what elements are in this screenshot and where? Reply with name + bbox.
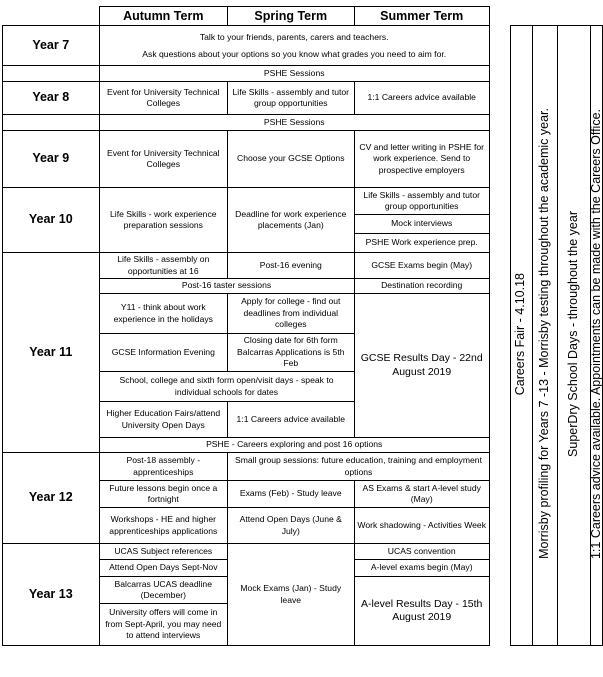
year-9-autumn: Event for University Technical Colleges (99, 131, 228, 188)
sidebar-spacer (489, 26, 510, 646)
year-11-pshe: PSHE - Careers exploring and post 16 options (99, 438, 489, 453)
year-8-label: Year 8 (3, 82, 100, 115)
superdry-text: SuperDry School Days - throughout the year (565, 210, 580, 457)
year-9-summer: CV and letter writing in PSHE for work experience. Send to prospective employers (354, 131, 489, 188)
year-12-label: Year 12 (3, 453, 100, 544)
year-13-r4-autumn: University offers will come in from Sept-April, you may need to attend interviews (99, 604, 228, 646)
year-10-summer-1: Life Skills - assembly and tutor group opportunities (354, 188, 489, 215)
corner-blank (3, 7, 100, 26)
year-13-label: Year 13 (3, 544, 100, 646)
year-7-advice (99, 26, 489, 66)
year-13-r3-autumn: Balcarras UCAS deadline (December) (99, 577, 228, 604)
year-12-r3-spring: Attend Open Days (June & July) (228, 508, 354, 544)
year-8-spring: Life Skills - assembly and tutor group opportunities (228, 82, 354, 115)
year-10-spring: Deadline for work experience placements (Jan) (228, 188, 354, 253)
year-9-spring: Choose your GCSE Options (228, 131, 354, 188)
year-12-r1-autumn: Post-18 assembly - apprenticeships (99, 453, 228, 481)
careers-fair-text: Careers Fair - 4.10.18 (513, 272, 528, 395)
year-12-r2-autumn: Future lessons begin once a fortnight (99, 481, 228, 508)
year-11-r2-summer: Destination recording (354, 279, 489, 294)
year-11-r4-autumn: GCSE Information Evening (99, 334, 228, 372)
year-10-summer-2: Mock interviews (354, 215, 489, 234)
sidebar-morrisby (532, 26, 557, 646)
sidebar-superdry (557, 26, 590, 646)
year-8-pshe: PSHE Sessions (99, 115, 489, 131)
year-13-r2-summer: A-level exams begin (May) (354, 560, 489, 577)
header-autumn: Autumn Term (99, 7, 228, 26)
year-11-r4-spring: Closing date for 6th form Balcarras Applications is 5th Feb (228, 334, 354, 372)
year-11-r5-autumn-spring: School, college and sixth form open/visit days - speak to individual schools for dates (99, 372, 354, 402)
year-8-autumn: Event for University Technical Colleges (99, 82, 228, 115)
year-10-autumn: Life Skills - work experience preparation sessions (99, 188, 228, 253)
year-7-advice-line-2: Ask questions about your options so you know what grades you need to aim for. (142, 48, 447, 59)
year-11-r6-spring: 1:1 Careers advice available (228, 402, 354, 438)
year-12-r1-spring-summer: Small group sessions: future education, training and employment options (228, 453, 490, 481)
year-7-pshe: PSHE Sessions (99, 66, 489, 82)
morrisby-text: Morrisby profiling for Years 7 -13 - Morrisby testing throughout the academic year. (536, 108, 551, 560)
year-11-r2-autumn-spring: Post-16 taster sessions (99, 279, 354, 294)
header-summer: Summer Term (354, 7, 489, 26)
year-11-r1-autumn: Life Skills - assembly on opportunities at 16 (99, 253, 228, 279)
sidebar-advice (590, 26, 603, 646)
year-8-spacer (3, 115, 100, 131)
year-11-gcse-results: GCSE Results Day - 22nd August 2019 (354, 294, 489, 438)
header-blank (489, 7, 590, 26)
sidebar-careers-fair (510, 26, 532, 646)
year-7-spacer (3, 66, 100, 82)
year-11-label: Year 11 (3, 253, 100, 453)
year-7-advice-line-1: Talk to your friends, parents, carers and teachers. (199, 31, 389, 42)
year-13-r1-autumn: UCAS Subject references (99, 544, 228, 560)
year-7-label: Year 7 (3, 26, 100, 66)
year-12-r2-spring: Exams (Feb) - Study leave (228, 481, 354, 508)
header-spring: Spring Term (228, 7, 354, 26)
year-11-r1-spring: Post-16 evening (228, 253, 354, 279)
year-10-summer-3: PSHE Work experience prep. (354, 234, 489, 253)
year-8-summer: 1:1 Careers advice available (354, 82, 489, 115)
year-10-label: Year 10 (3, 188, 100, 253)
year-13-spring: Mock Exams (Jan) - Study leave (228, 544, 354, 646)
year-11-r3-autumn: Y11 - think about work experience in the holidays (99, 294, 228, 334)
advice-text: 1:1 Careers advice available. Appointments can be made with the Careers Office. (588, 108, 603, 559)
year-12-r2-summer: AS Exams & start A-level study (May) (354, 481, 489, 508)
year-13-a-level-results: A-level Results Day - 15th August 2019 (354, 577, 489, 646)
careers-timeline-table (2, 6, 603, 646)
year-11-r1-summer: GCSE Exams begin (May) (354, 253, 489, 279)
year-13-r1-summer: UCAS convention (354, 544, 489, 560)
year-11-r3-spring: Apply for college - find out deadlines from individual colleges (228, 294, 354, 334)
year-11-r6-autumn: Higher Education Fairs/attend University Open Days (99, 402, 228, 438)
year-9-label: Year 9 (3, 131, 100, 188)
year-12-r3-autumn: Workshops - HE and higher apprenticeships applications (99, 508, 228, 544)
year-12-r3-summer: Work shadowing - Activities Week (354, 508, 489, 544)
year-13-r2-autumn: Attend Open Days Sept-Nov (99, 560, 228, 577)
